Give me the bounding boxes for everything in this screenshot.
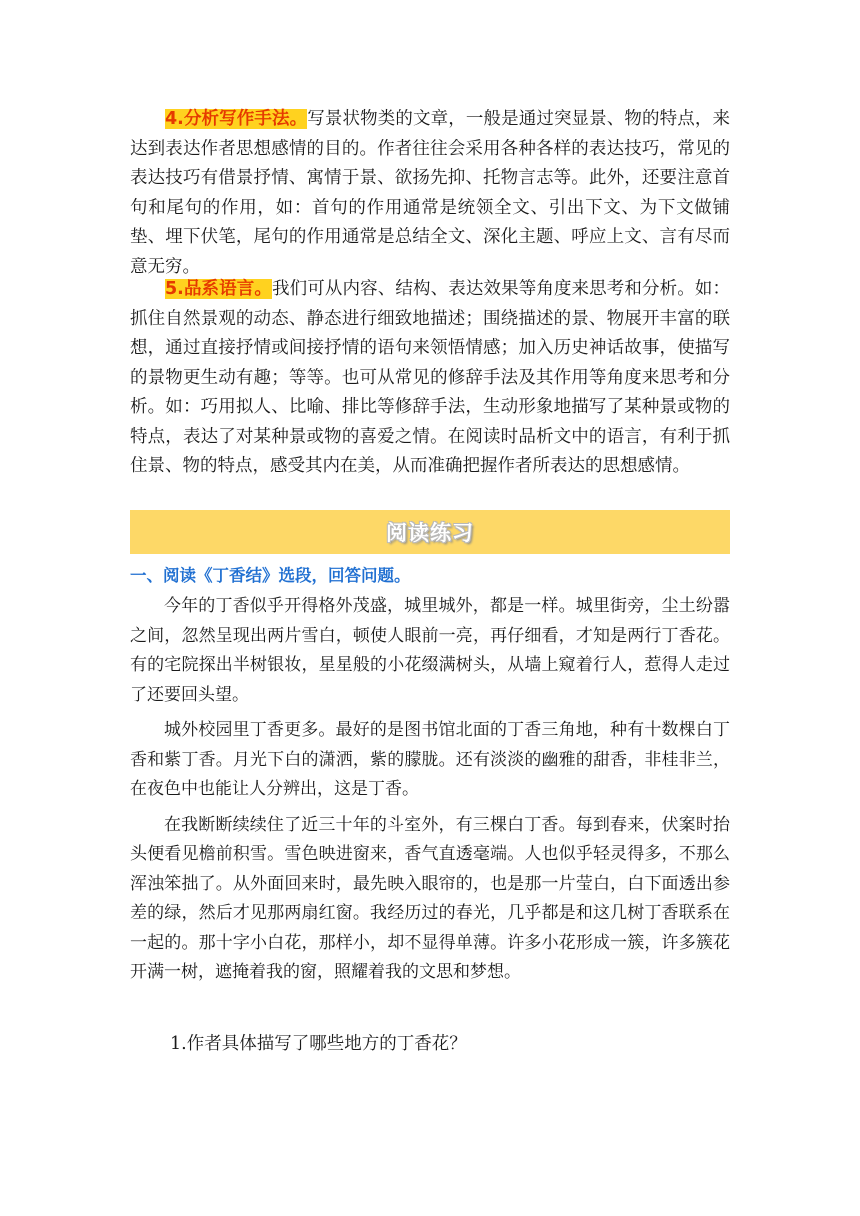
section-5-text: 我们可从内容、结构、表达效果等角度来思考和分析。如：抓住自然景观的动态、静态进行细致地描述；围绕描述的景、物展开丰富的联想，通过直接抒情或间接抒情的语句来领悟情感；加入历史神话故事，使描写的景物更生动有趣；等等。也可从常见的修辞手法及其作用等角度来思考和分析。如：巧用拟人、比喻、排比等修辞手法，生动形象地描写了某种景或物的特点，表达了对某种景或物的喜爱之情。在阅读时品析文中的语言，有利于抓住景、物的特点，感受其内在美，从而准确把握作者所表达的思想感情。 [130, 279, 731, 476]
question-1: 1.作者具体描写了哪些地方的丁香花？ [170, 1034, 467, 1054]
passage-paragraph-3: 在我断断续续住了近三十年的斗室外，有三棵白丁香。每到春来，伏案时抬头便看见檐前积雪。雪色映进窗来，香气直透毫端。人也似乎轻灵得多，不那么浑浊笨拙了。从外面回来时，最先映入眼帘的，也是那一片莹白，白下面透出参差的绿，然后才见那两扇红窗。我经历过的春光，几乎都是和这几树丁香联系在一起的。那十字小白花，那样小，却不显得单薄。许多小花形成一簇，许多簇花开满一树，遮掩着我的窗，照耀着我的文思和梦想。 [130, 814, 730, 982]
section-4 [130, 105, 730, 282]
section-5 [130, 275, 730, 482]
section-4-paragraph [130, 105, 730, 282]
banner-title: 阅读练习 [386, 521, 474, 545]
exercise-heading: 一、阅读《丁香结》选段，回答问题。 [130, 566, 411, 585]
section-5-paragraph [130, 275, 730, 482]
passage-paragraph-1: 今年的丁香似乎开得格外茂盛，城里城外，都是一样。城里街旁，尘土纷嚣之间，忽然呈现出两片雪白，顿使人眼前一亮，再仔细看，才知是两行丁香花。有的宅院探出半树银妆，星星般的小花缀满树头，从墙上窥着行人，惹得人走过了还要回头望。 [130, 596, 730, 705]
passage-paragraph-2: 城外校园里丁香更多。最好的是图书馆北面的丁香三角地，种有十数棵白丁香和紫丁香。月光下白的潇洒，紫的朦胧。还有淡淡的幽雅的甜香，非桂非兰，在夜色中也能让人分辨出，这是丁香。 [130, 720, 730, 799]
reading-practice-banner [130, 510, 730, 554]
section-4-text: 写景状物类的文章，一般是通过突显景、物的特点，来达到表达作者思想感情的目的。作者往往会采用各种各样的表达技巧，常见的表达技巧有借景抒情、寓情于景、欲扬先抑、托物言志等。此外，还要注意首句和尾句的作用，如：首句的作用通常是统领全文、引出下文、为下文做铺垫、埋下伏笔，尾句的作用通常是总结全文、深化主题、呼应上文、言有尽而意无穷。 [130, 109, 731, 277]
reading-passage [130, 592, 730, 994]
section-4-label: 4.分析写作手法。 [165, 109, 308, 129]
section-5-label: 5.品系语言。 [165, 279, 273, 299]
